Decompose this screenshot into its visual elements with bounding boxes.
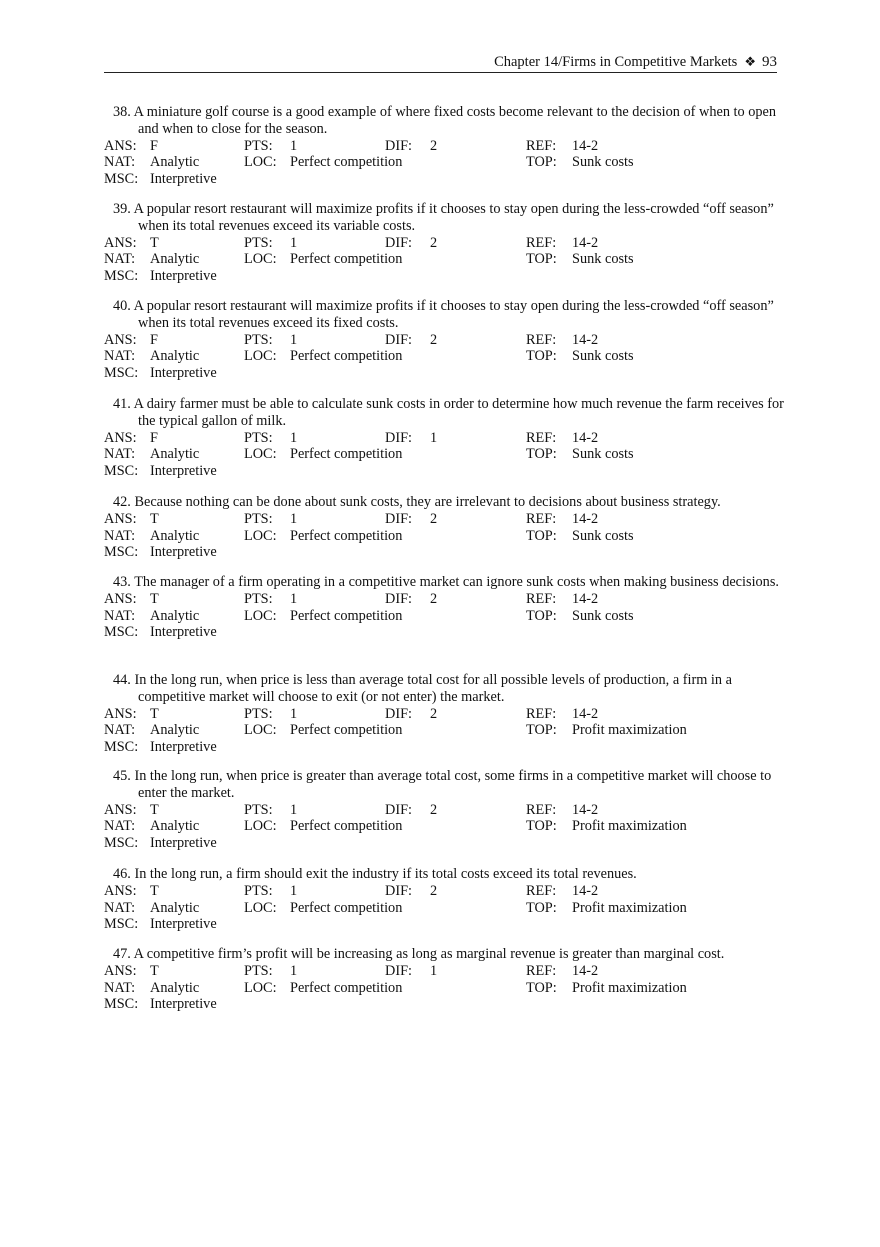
ans-label: ANS: [104,882,137,899]
question-text: The manager of a firm operating in a competitive market can ignore sunk costs when making business decisions. [134,574,779,590]
ans-label: ANS: [104,331,137,348]
top-value: Sunk costs [572,154,634,171]
question-number: 44. [113,672,131,688]
question-number: 40. [113,298,131,314]
dif-value: 2 [430,234,438,251]
msc-label: MSC: [104,544,139,561]
msc-label: MSC: [104,996,139,1013]
msc-row [104,624,784,641]
top-label: TOP: [526,818,557,835]
pts-value: 1 [290,590,298,607]
nat-value: Analytic [150,607,200,624]
ref-value: 14-2 [572,234,599,251]
question-block [104,104,784,188]
nat-row [104,980,784,997]
dif-value: 2 [430,137,438,154]
answer-row [104,706,784,723]
ans-value: T [150,882,159,899]
ref-label: REF: [526,429,557,446]
answer-row [104,511,784,528]
nat-label: NAT: [104,348,136,365]
loc-value: Perfect competition [290,899,403,916]
ans-value: F [150,331,158,348]
ref-label: REF: [526,331,557,348]
loc-value: Perfect competition [290,154,403,171]
msc-label: MSC: [104,624,139,641]
ans-label: ANS: [104,429,137,446]
pts-value: 1 [290,510,298,527]
msc-value: Interpretive [150,916,217,933]
chapter-title: Chapter 14/Firms in Competitive Markets [494,54,738,70]
top-label: TOP: [526,251,557,268]
msc-row [104,171,784,188]
nat-label: NAT: [104,722,136,739]
answer-row [104,883,784,900]
nat-value: Analytic [150,899,200,916]
question-number: 45. [113,768,131,784]
loc-label: LOC: [244,348,277,365]
pts-label: PTS: [244,234,273,251]
question-number: 42. [113,494,131,510]
msc-value: Interpretive [150,463,217,480]
answer-row [104,591,784,608]
nat-value: Analytic [150,527,200,544]
msc-value: Interpretive [150,624,217,641]
ref-value: 14-2 [572,705,599,722]
question-stem [104,672,784,706]
msc-label: MSC: [104,916,139,933]
dif-value: 2 [430,331,438,348]
ans-value: T [150,801,159,818]
question-text: In the long run, when price is greater than average total cost, some firms in a competitive market will choose to enter the market. [134,768,772,801]
nat-value: Analytic [150,348,200,365]
msc-row [104,916,784,933]
top-value: Sunk costs [572,527,634,544]
answer-row [104,802,784,819]
ref-value: 14-2 [572,590,599,607]
msc-row [104,365,784,382]
pts-label: PTS: [244,801,273,818]
nat-label: NAT: [104,446,136,463]
loc-value: Perfect competition [290,607,403,624]
dif-value: 1 [430,429,438,446]
ans-label: ANS: [104,510,137,527]
ans-value: T [150,510,159,527]
question-block [104,201,784,285]
nat-row [104,818,784,835]
nat-value: Analytic [150,722,200,739]
question-stem [104,866,784,883]
loc-label: LOC: [244,607,277,624]
ref-value: 14-2 [572,962,599,979]
ref-label: REF: [526,705,557,722]
nat-row [104,528,784,545]
msc-value: Interpretive [150,268,217,285]
ref-label: REF: [526,882,557,899]
question-block [104,946,784,1013]
top-value: Sunk costs [572,251,634,268]
dif-label: DIF: [385,882,413,899]
top-value: Profit maximization [572,818,687,835]
msc-label: MSC: [104,835,139,852]
question-stem [104,298,784,332]
ans-label: ANS: [104,234,137,251]
dif-label: DIF: [385,962,413,979]
loc-value: Perfect competition [290,979,403,996]
answer-row [104,963,784,980]
msc-label: MSC: [104,739,139,756]
nat-value: Analytic [150,251,200,268]
pts-value: 1 [290,705,298,722]
loc-label: LOC: [244,722,277,739]
pts-label: PTS: [244,882,273,899]
page-number: 93 [762,54,777,70]
nat-row [104,348,784,365]
question-stem [104,201,784,235]
msc-label: MSC: [104,268,139,285]
top-label: TOP: [526,527,557,544]
top-label: TOP: [526,722,557,739]
pts-label: PTS: [244,705,273,722]
question-text: A popular resort restaurant will maximize profits if it chooses to stay open during the less-crowded “off season” when its total revenues exceed its fixed costs. [133,298,774,331]
pts-value: 1 [290,429,298,446]
pts-label: PTS: [244,590,273,607]
top-label: TOP: [526,899,557,916]
ref-label: REF: [526,510,557,527]
dif-value: 2 [430,882,438,899]
dif-label: DIF: [385,429,413,446]
msc-value: Interpretive [150,544,217,561]
nat-label: NAT: [104,527,136,544]
question-text: A popular resort restaurant will maximize profits if it chooses to stay open during the less-crowded “off season” when its total revenues exceed its variable costs. [133,201,774,234]
ans-label: ANS: [104,801,137,818]
question-number: 39. [113,201,131,217]
question-text: A dairy farmer must be able to calculate sunk costs in order to determine how much revenue the farm receives for the typical gallon of milk. [133,396,784,429]
question-stem [104,768,784,802]
ref-label: REF: [526,590,557,607]
pts-value: 1 [290,331,298,348]
nat-row [104,446,784,463]
nat-row [104,251,784,268]
msc-value: Interpretive [150,996,217,1013]
question-number: 38. [113,104,131,120]
ref-value: 14-2 [572,882,599,899]
pts-label: PTS: [244,510,273,527]
ans-value: F [150,137,158,154]
ref-value: 14-2 [572,331,599,348]
top-value: Profit maximization [572,979,687,996]
question-stem [104,946,784,963]
question-text: In the long run, a firm should exit the industry if its total costs exceed its total revenues. [134,866,637,882]
msc-label: MSC: [104,365,139,382]
msc-row [104,739,784,756]
pts-label: PTS: [244,331,273,348]
loc-label: LOC: [244,899,277,916]
loc-value: Perfect competition [290,722,403,739]
question-number: 47. [113,946,131,962]
nat-value: Analytic [150,446,200,463]
loc-label: LOC: [244,818,277,835]
dif-value: 2 [430,590,438,607]
ans-value: T [150,590,159,607]
msc-row [104,463,784,480]
top-value: Profit maximization [572,722,687,739]
question-text: Because nothing can be done about sunk costs, they are irrelevant to decisions about business strategy. [134,494,721,510]
pts-label: PTS: [244,962,273,979]
question-number: 43. [113,574,131,590]
ref-value: 14-2 [572,429,599,446]
answer-row [104,430,784,447]
answer-row [104,332,784,349]
ans-label: ANS: [104,962,137,979]
pts-value: 1 [290,137,298,154]
loc-value: Perfect competition [290,251,403,268]
pts-value: 1 [290,962,298,979]
ans-value: T [150,234,159,251]
pts-label: PTS: [244,429,273,446]
dif-label: DIF: [385,234,413,251]
top-label: TOP: [526,446,557,463]
dif-value: 2 [430,705,438,722]
msc-value: Interpretive [150,171,217,188]
separator-glyph: ❖ [744,54,756,69]
answer-row [104,235,784,252]
dif-label: DIF: [385,137,413,154]
nat-label: NAT: [104,251,136,268]
pts-value: 1 [290,234,298,251]
pts-label: PTS: [244,137,273,154]
question-block [104,574,784,641]
nat-label: NAT: [104,154,136,171]
ans-value: F [150,429,158,446]
loc-label: LOC: [244,527,277,544]
nat-label: NAT: [104,818,136,835]
question-stem [104,104,784,138]
ref-value: 14-2 [572,801,599,818]
question-stem [104,494,784,511]
question-block [104,298,784,382]
nat-value: Analytic [150,818,200,835]
loc-value: Perfect competition [290,446,403,463]
loc-value: Perfect competition [290,527,403,544]
question-block [104,672,784,756]
question-text: A miniature golf course is a good example of where fixed costs become relevant to the decision of when to open and when to close for the season. [133,104,777,137]
ref-label: REF: [526,962,557,979]
top-label: TOP: [526,348,557,365]
question-number: 41. [113,396,131,412]
nat-value: Analytic [150,154,200,171]
ref-label: REF: [526,801,557,818]
ans-value: T [150,962,159,979]
top-value: Sunk costs [572,607,634,624]
ref-value: 14-2 [572,137,599,154]
loc-label: LOC: [244,251,277,268]
ref-label: REF: [526,137,557,154]
msc-row [104,268,784,285]
nat-row [104,722,784,739]
question-block [104,494,784,561]
ans-label: ANS: [104,137,137,154]
top-label: TOP: [526,154,557,171]
loc-label: LOC: [244,979,277,996]
msc-row [104,544,784,561]
nat-row [104,900,784,917]
question-block [104,768,784,852]
top-label: TOP: [526,979,557,996]
nat-row [104,608,784,625]
answer-row [104,138,784,155]
nat-row [104,154,784,171]
page-header [104,52,777,73]
nat-label: NAT: [104,979,136,996]
question-number: 46. [113,866,131,882]
pts-value: 1 [290,801,298,818]
question-text: A competitive firm’s profit will be increasing as long as marginal revenue is greater than marginal cost. [133,946,725,962]
dif-value: 2 [430,510,438,527]
question-stem [104,574,784,591]
nat-label: NAT: [104,607,136,624]
nat-label: NAT: [104,899,136,916]
msc-row [104,835,784,852]
top-label: TOP: [526,607,557,624]
question-stem [104,396,784,430]
ref-value: 14-2 [572,510,599,527]
dif-label: DIF: [385,510,413,527]
pts-value: 1 [290,882,298,899]
dif-label: DIF: [385,331,413,348]
msc-value: Interpretive [150,365,217,382]
msc-label: MSC: [104,463,139,480]
dif-value: 2 [430,801,438,818]
question-text: In the long run, when price is less than average total cost for all possible levels of production, a firm in a competitive market will choose to exit (or not enter) the market. [134,672,732,705]
question-block [104,866,784,933]
dif-label: DIF: [385,705,413,722]
dif-value: 1 [430,962,438,979]
loc-label: LOC: [244,446,277,463]
loc-value: Perfect competition [290,818,403,835]
ans-label: ANS: [104,705,137,722]
msc-label: MSC: [104,171,139,188]
msc-row [104,996,784,1013]
top-value: Profit maximization [572,899,687,916]
msc-value: Interpretive [150,835,217,852]
msc-value: Interpretive [150,739,217,756]
ans-label: ANS: [104,590,137,607]
ref-label: REF: [526,234,557,251]
loc-value: Perfect competition [290,348,403,365]
question-block [104,396,784,480]
top-value: Sunk costs [572,446,634,463]
nat-value: Analytic [150,979,200,996]
loc-label: LOC: [244,154,277,171]
top-value: Sunk costs [572,348,634,365]
dif-label: DIF: [385,801,413,818]
ans-value: T [150,705,159,722]
dif-label: DIF: [385,590,413,607]
